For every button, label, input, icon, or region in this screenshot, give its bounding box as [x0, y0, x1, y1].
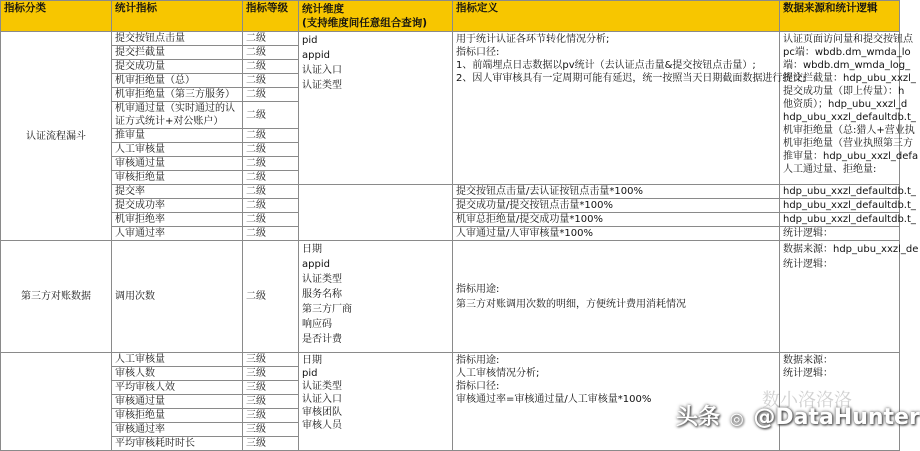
watermark-prefix: 头条 [676, 405, 721, 430]
definition-line: 指标用途: [456, 355, 500, 366]
definition-cell [453, 241, 780, 353]
level-cell: 二级 [243, 46, 299, 60]
metric-cell: 审核通过量 [112, 157, 243, 171]
dimension-cell [299, 32, 453, 185]
rate-source-cell: hdp_ubu_xxzl_defaultdb.t_ [780, 213, 900, 227]
level-cell: 三级 [243, 381, 299, 395]
metric-cell: 提交成功量 [112, 60, 243, 74]
dimension-item: 服务名称 [302, 289, 342, 300]
metric-cell: 提交成功率 [112, 199, 243, 213]
definition-line: 第三方对账调用次数的明细，方便统计费用消耗情况 [456, 298, 686, 310]
metric-cell: 推审量 [112, 129, 243, 143]
metric-cell: 平均审核耗时时长 [112, 437, 243, 451]
definition-line: 审核通过率=审核通过量/人工审核量*100% [456, 394, 652, 405]
watermark-handle: @DataHunter [753, 405, 920, 430]
level-cell: 二级 [243, 74, 299, 88]
dimension-item: 审核人员 [302, 420, 342, 431]
source-cell [780, 241, 919, 353]
metric-cell: 审核拒绝量 [112, 409, 243, 423]
rate-definition-cell: 提交成功量/提交按钮点击量*100% [453, 199, 780, 213]
level-cell: 二级 [243, 157, 299, 171]
source-line: 他资质）；hdp_ubu_xxzl_d [783, 99, 908, 110]
source-line: pc端：wbdb.dm_wmda_lo [783, 47, 911, 58]
level-cell: 三级 [243, 367, 299, 381]
table-row [1, 32, 900, 46]
dimension-item: 认证入口 [302, 65, 342, 76]
metric-cell: 审核通过率 [112, 423, 243, 437]
header-metric: 统计指标 [112, 1, 243, 32]
source-line: 提交拦截量：hdp_ubu_xxzl_ [783, 73, 916, 84]
level-cell: 三级 [243, 395, 299, 409]
level-cell: 三级 [243, 353, 299, 367]
definition-line: 2、因人审审核具有一定周期可能有延迟，统一按照当天日期截面数据进行统计; [456, 73, 806, 84]
definition-line: 指标口径: [456, 381, 500, 392]
metric-cell: 人审通过率 [112, 227, 243, 241]
source-line: 统计逻辑： [783, 368, 833, 379]
metric-cell: 机审拒绝率 [112, 213, 243, 227]
metric-cell: 提交率 [112, 185, 243, 199]
dimension-item: 第三方厂商 [302, 304, 352, 315]
source-line: 提交成功量（即上传量）：h [783, 86, 905, 97]
definition-line: 指标口径: [456, 47, 500, 58]
level-cell: 二级 [243, 60, 299, 74]
category-cell: 第三方对账数据 [1, 241, 112, 353]
level-cell: 二级 [243, 102, 299, 129]
metric-cell: 审核人数 [112, 367, 243, 381]
level-cell: 二级 [243, 32, 299, 46]
level-cell: 二级 [243, 213, 299, 227]
source-cell [780, 32, 919, 185]
level-cell: 二级 [243, 241, 299, 353]
metric-cell: 机审拒绝量（第三方服务） [112, 88, 243, 102]
table-row [1, 185, 900, 199]
swirl-icon: ◎ [729, 409, 744, 428]
definition-line: 指标用途: [456, 283, 500, 295]
dimension-item: 响应码 [302, 319, 332, 330]
level-cell: 二级 [243, 143, 299, 157]
level-cell: 二级 [243, 185, 299, 199]
rate-definition-cell: 提交按钮点击量/去认证按钮点击量*100% [453, 185, 780, 199]
header-category: 指标分类 [1, 1, 112, 32]
source-line: 机审拒绝量（总:猎人+营业执 [783, 125, 915, 136]
dimension-item: pid [302, 368, 318, 379]
source-line: 认证页面访问量和提交按钮点 [783, 34, 913, 45]
dimension-item: appid [302, 50, 330, 61]
header-dimension: 统计维度 (支持维度间任意组合查询) [299, 1, 453, 32]
metric-cell: 提交按钮点击量 [112, 32, 243, 46]
dimension-item: 认证类型 [302, 274, 342, 285]
rate-source-cell: hdp_ubu_xxzl_defaultdb.t_ [780, 199, 900, 213]
dimension-cell [299, 353, 453, 451]
metric-cell: 审核拒绝量 [112, 171, 243, 185]
metric-cell: 调用次数 [112, 241, 243, 353]
definition-line: 1、前端埋点日志数据以pv统计（去认证点击量&提交按钮点击量）; [456, 60, 756, 71]
dimension-item: 认证类型 [302, 381, 342, 392]
level-cell: 三级 [243, 409, 299, 423]
rate-source-cell: hdp_ubu_xxzl_defaultdb.t_ [780, 185, 900, 199]
table-row [1, 353, 900, 367]
dimension-item: appid [302, 259, 330, 270]
level-cell: 二级 [243, 88, 299, 102]
level-cell: 二级 [243, 227, 299, 241]
metric-cell: 机审通过量（实时通过的认证方式统计+对公账户） [112, 102, 243, 129]
dimension-cell [299, 241, 453, 353]
source-line: 端：wbdb.dm_wmda_log_ [783, 60, 911, 71]
dimension-cell-empty [299, 185, 453, 241]
dimension-item: 是否计费 [302, 334, 342, 345]
category-cell: 认证流程漏斗 [1, 32, 112, 241]
definition-line: 人工审核情况分析; [456, 368, 540, 379]
source-line: 机审拒绝量（营业执照第三方 [783, 138, 913, 149]
metric-cell: 人工审核量 [112, 353, 243, 367]
dimension-item: pid [302, 35, 318, 46]
category-cell [1, 353, 112, 451]
source-line: hdp_ubu_xxzl_defaultdb.t_ [783, 112, 916, 123]
dimension-item: 日期 [302, 355, 322, 366]
metric-cell: 提交拦截量 [112, 46, 243, 60]
rate-definition-cell: 机审总拒绝量/提交成功量*100% [453, 213, 780, 227]
source-line: 统计逻辑： [783, 259, 833, 270]
rate-source-cell: 统计逻辑： [780, 227, 900, 241]
table-row [1, 241, 900, 353]
metric-cell: 人工审核量 [112, 143, 243, 157]
dimension-item: 日期 [302, 244, 322, 255]
source-line: 数据来源：hdp_ubu_xxzl_de [783, 244, 919, 255]
dimension-item: 认证入口 [302, 394, 342, 405]
source-line: 数据来源： [783, 355, 833, 366]
source-line: 人工通过量、拒绝量: [783, 164, 877, 175]
dimension-item: 认证类型 [302, 80, 342, 91]
definition-line: 用于统计认证各环节转化情况分析; [456, 34, 610, 45]
header-row [1, 1, 900, 32]
definition-cell [453, 32, 806, 185]
source-line: 推审量：hdp_ubu_xxzl_defa [783, 151, 919, 162]
level-cell: 二级 [243, 199, 299, 213]
header-definition: 指标定义 [453, 1, 780, 32]
level-cell: 二级 [243, 129, 299, 143]
header-level: 指标等级 [243, 1, 299, 32]
metric-cell: 平均审核人效 [112, 381, 243, 395]
level-cell: 二级 [243, 171, 299, 185]
metric-cell: 机审拒绝量（总） [112, 74, 243, 88]
dimension-item: 审核团队 [302, 407, 342, 418]
header-source: 数据来源和统计逻辑 [780, 1, 900, 32]
watermark-faded-text: 数小洛洛洛 [762, 390, 852, 411]
level-cell: 三级 [243, 423, 299, 437]
rate-definition-cell: 人审通过量/人审审核量*100% [453, 227, 780, 241]
level-cell: 三级 [243, 437, 299, 451]
metric-cell: 审核通过量 [112, 395, 243, 409]
